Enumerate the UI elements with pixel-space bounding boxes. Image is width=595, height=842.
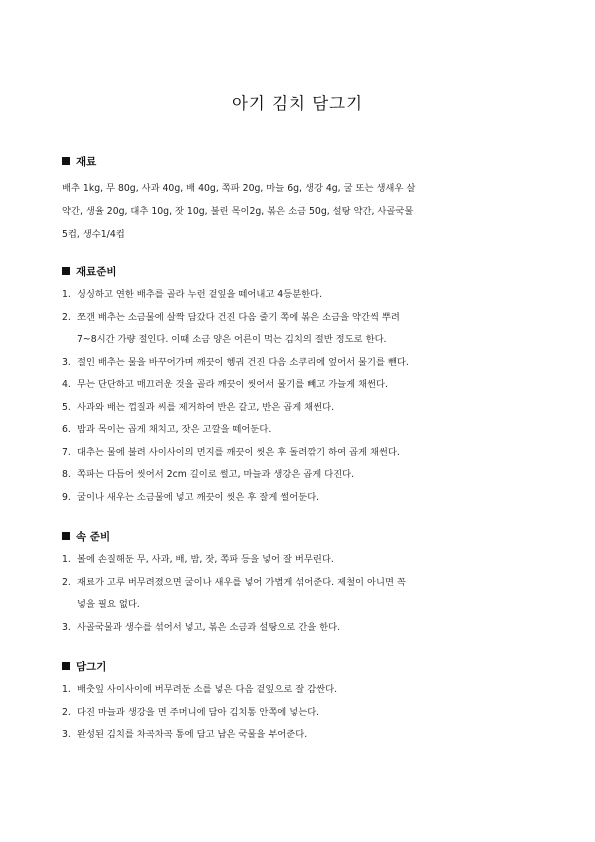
page-title: 아기 김치 담그기 xyxy=(231,94,364,113)
list-item xyxy=(62,617,532,640)
list-item xyxy=(62,397,532,420)
step-number: 3. xyxy=(62,621,71,633)
list-item xyxy=(62,442,532,465)
list-item xyxy=(62,572,532,617)
section-heading-label: 재료준비 xyxy=(76,265,117,278)
filling-section xyxy=(62,528,532,639)
section-heading xyxy=(62,153,532,169)
list-item xyxy=(62,724,532,747)
list-item xyxy=(62,679,532,702)
prep-section xyxy=(62,263,532,509)
square-bullet-icon xyxy=(62,157,70,165)
step-number: 4. xyxy=(62,379,71,390)
step-number: 5. xyxy=(62,401,71,413)
list-item xyxy=(62,549,532,572)
list-item xyxy=(62,307,532,352)
ingredients-line: 배추 1kg, 무 80g, 사과 40g, 배 40g, 쪽파 20g, 마늘 6g, 생강 4g, 굴 또는 생새우 살 xyxy=(62,183,416,194)
ingredients-line: 약간, 생율 20g, 대추 10g, 잣 10g, 불린 목이2g, 볶은 소금 50g, 설탕 약간, 사골국물 xyxy=(62,206,414,217)
making-section xyxy=(62,658,532,747)
step-text: 절인 배추는 물을 바꾸어가며 깨끗이 헹궈 건진 다음 소쿠리에 엎어서 물기를 뺀다. xyxy=(77,356,409,368)
step-number: 7. xyxy=(62,446,71,458)
step-text: 싱싱하고 연한 배추를 골라 누런 겉잎을 떼어내고 4등분한다. xyxy=(77,289,323,300)
step-text: 무는 단단하고 매끄러운 것을 골라 깨끗이 씻어서 물기를 빼고 가늘게 채썬다. xyxy=(77,379,388,390)
list-item xyxy=(62,374,532,397)
ingredients-text xyxy=(62,177,532,246)
list-item xyxy=(62,464,532,487)
step-number: 1. xyxy=(62,684,71,695)
list-item xyxy=(62,487,532,510)
step-text: 사골국물과 생수를 섞어서 넣고, 볶은 소금과 설탕으로 간을 한다. xyxy=(77,621,341,633)
section-heading-label: 재료 xyxy=(76,155,97,168)
section-heading xyxy=(62,658,532,674)
step-text: 사과와 배는 껍질과 씨를 제거하여 반은 갈고, 반은 곱게 채썬다. xyxy=(77,401,335,413)
step-number: 1. xyxy=(62,554,71,565)
step-text: 배춧잎 사이사이에 버무려둔 소를 넣은 다음 겉잎으로 잘 감싼다. xyxy=(77,684,338,695)
step-text: 다진 마늘과 생강을 면 주머니에 담아 김치통 안쪽에 넣는다. xyxy=(77,706,320,718)
step-text: 밤과 목이는 곱게 채치고, 잣은 고깔을 떼어둔다. xyxy=(77,424,272,435)
step-text: 볼에 손질해둔 무, 사과, 배, 밤, 잣, 쪽파 등을 넣어 잘 버무린다. xyxy=(77,554,334,565)
square-bullet-icon xyxy=(62,532,70,540)
step-number: 3. xyxy=(62,356,71,368)
step-number: 8. xyxy=(62,469,71,480)
step-text: 재료가 고루 버무려졌으면 굴이나 새우를 넣어 가볍게 섞어준다. 제철이 아니면 꼭 xyxy=(77,576,406,588)
step-number: 9. xyxy=(62,491,71,503)
list-item xyxy=(62,702,532,725)
section-heading-label: 속 준비 xyxy=(76,530,111,543)
ingredients-section xyxy=(62,153,532,246)
step-number: 2. xyxy=(62,706,71,718)
step-text-continued: 넣을 필요 없다. xyxy=(77,599,140,610)
square-bullet-icon xyxy=(62,267,70,275)
step-text: 완성된 김치를 차곡차곡 통에 담고 남은 국물을 부어준다. xyxy=(77,729,308,740)
section-heading xyxy=(62,263,532,279)
list-item xyxy=(62,419,532,442)
step-text: 대추는 물에 불려 사이사이의 먼지를 깨끗이 씻은 후 돌려깎기 하여 곱게 채썬다. xyxy=(77,446,400,458)
step-text: 쪽파는 다듬어 씻어서 2cm 길이로 썰고, 마늘과 생강은 곱게 다진다. xyxy=(77,469,355,480)
making-steps-list xyxy=(62,679,532,747)
square-bullet-icon xyxy=(62,662,70,670)
step-number: 6. xyxy=(62,424,71,435)
ingredients-line: 5컵, 생수1/4컵 xyxy=(62,229,125,240)
step-number: 2. xyxy=(62,311,71,323)
step-text-continued: 7~8시간 가량 절인다. 이때 소금 양은 어른이 먹는 김치의 절반 정도로 한다. xyxy=(77,334,387,345)
section-heading-label: 담그기 xyxy=(76,660,107,673)
step-text: 쪼갠 배추는 소금물에 살짝 담갔다 건진 다음 줄기 쪽에 볶은 소금을 약간씩 뿌려 xyxy=(77,311,400,323)
prep-steps-list xyxy=(62,284,532,509)
list-item xyxy=(62,284,532,307)
filling-steps-list xyxy=(62,549,532,639)
step-text: 굴이나 새우는 소금물에 넣고 깨끗이 씻은 후 잘게 썰어둔다. xyxy=(77,491,320,503)
step-number: 1. xyxy=(62,289,71,300)
list-item xyxy=(62,352,532,375)
section-heading xyxy=(62,528,532,544)
step-number: 3. xyxy=(62,729,71,740)
step-number: 2. xyxy=(62,576,71,588)
